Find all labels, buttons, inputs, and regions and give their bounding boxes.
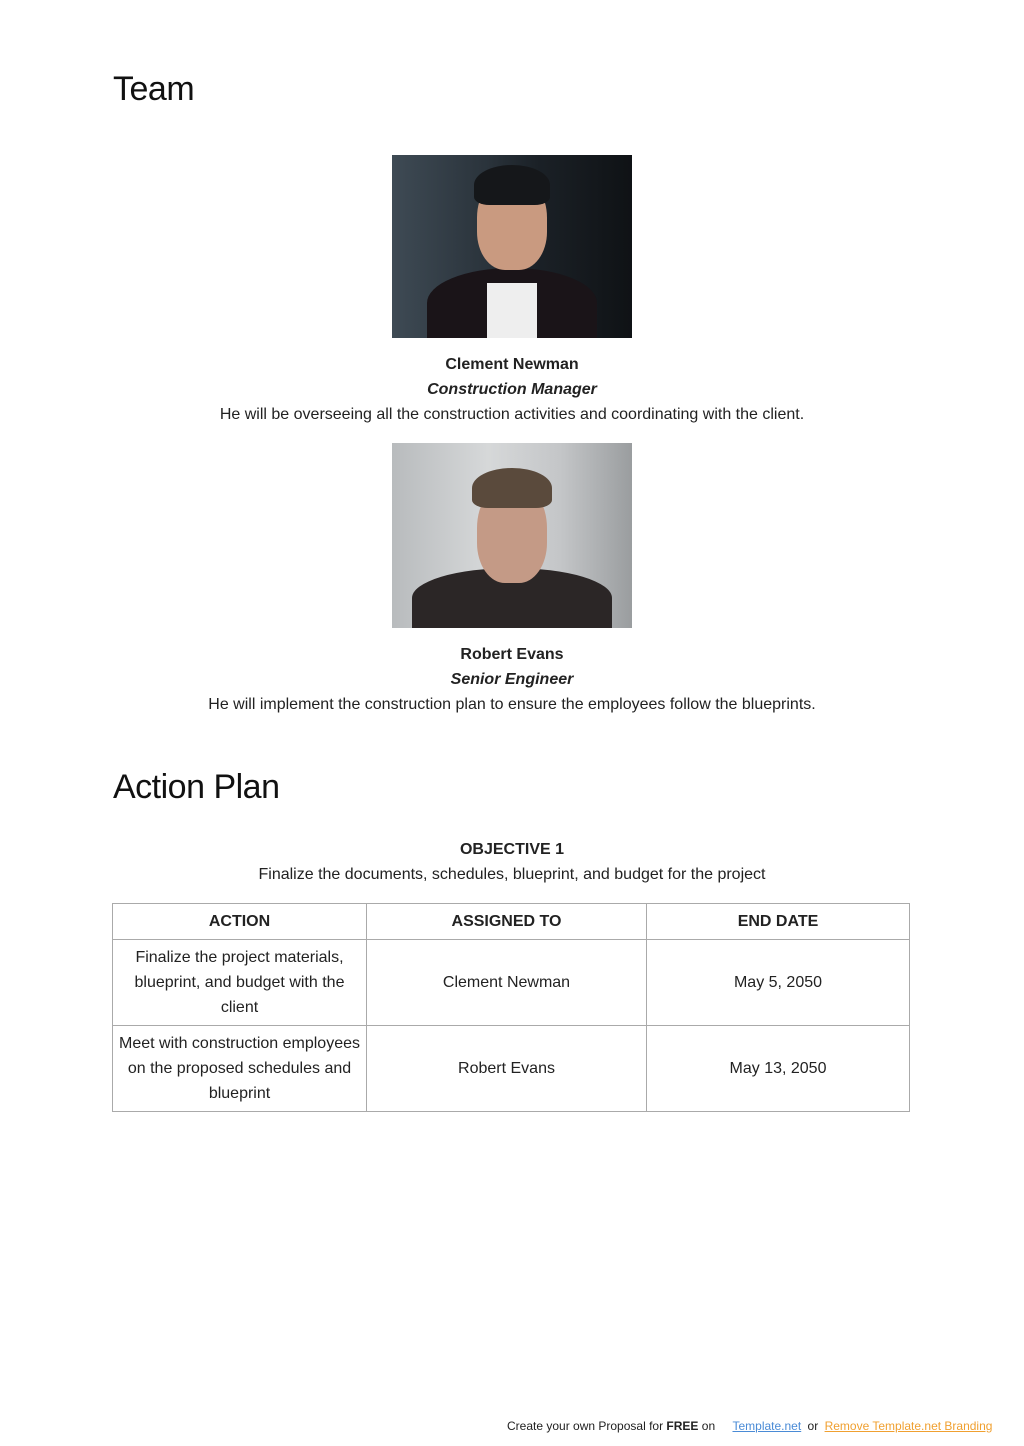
assigned-cell: Robert Evans [367,1026,647,1112]
footer-or: or [807,1419,819,1433]
footer [507,1419,992,1433]
member-name: Clement Newman [445,356,579,373]
column-header: ASSIGNED TO [367,904,647,940]
member-description: He will be overseeing all the construction activities and coordinating with the client. [219,406,805,423]
member-role: Construction Manager [427,381,597,398]
action-plan-heading: Action Plan [113,768,280,806]
objective-title: OBJECTIVE 1 [459,841,565,858]
date-cell: May 13, 2050 [647,1026,910,1112]
column-header: END DATE [647,904,910,940]
team-heading: Team [113,70,195,108]
table-row [113,1026,910,1112]
assigned-cell: Clement Newman [367,940,647,1026]
action-cell: Finalize the project materials, blueprint, and budget with the client [113,940,367,1026]
remove-branding-link[interactable]: Remove Template.net Branding [824,1419,993,1433]
member-name: Robert Evans [460,646,564,663]
template-link[interactable]: Template.net [732,1419,802,1433]
action-cell: Meet with construction employees on the proposed schedules and blueprint [113,1026,367,1112]
robert-evans-photo [392,443,632,628]
footer-free: FREE [666,1419,699,1433]
table-row [113,940,910,1026]
member-role: Senior Engineer [450,671,574,688]
action-table [112,903,910,1112]
date-cell: May 5, 2050 [647,940,910,1026]
column-header: ACTION [113,904,367,940]
objective-text: Finalize the documents, schedules, blueprint, and budget for the project [258,866,766,883]
footer-text: Create your own Proposal for [507,1419,664,1433]
table-header-row [113,904,910,940]
clement-newman-photo [392,155,632,338]
footer-on: on [701,1419,716,1433]
member-description: He will implement the construction plan to ensure the employees follow the blueprints. [208,696,816,713]
